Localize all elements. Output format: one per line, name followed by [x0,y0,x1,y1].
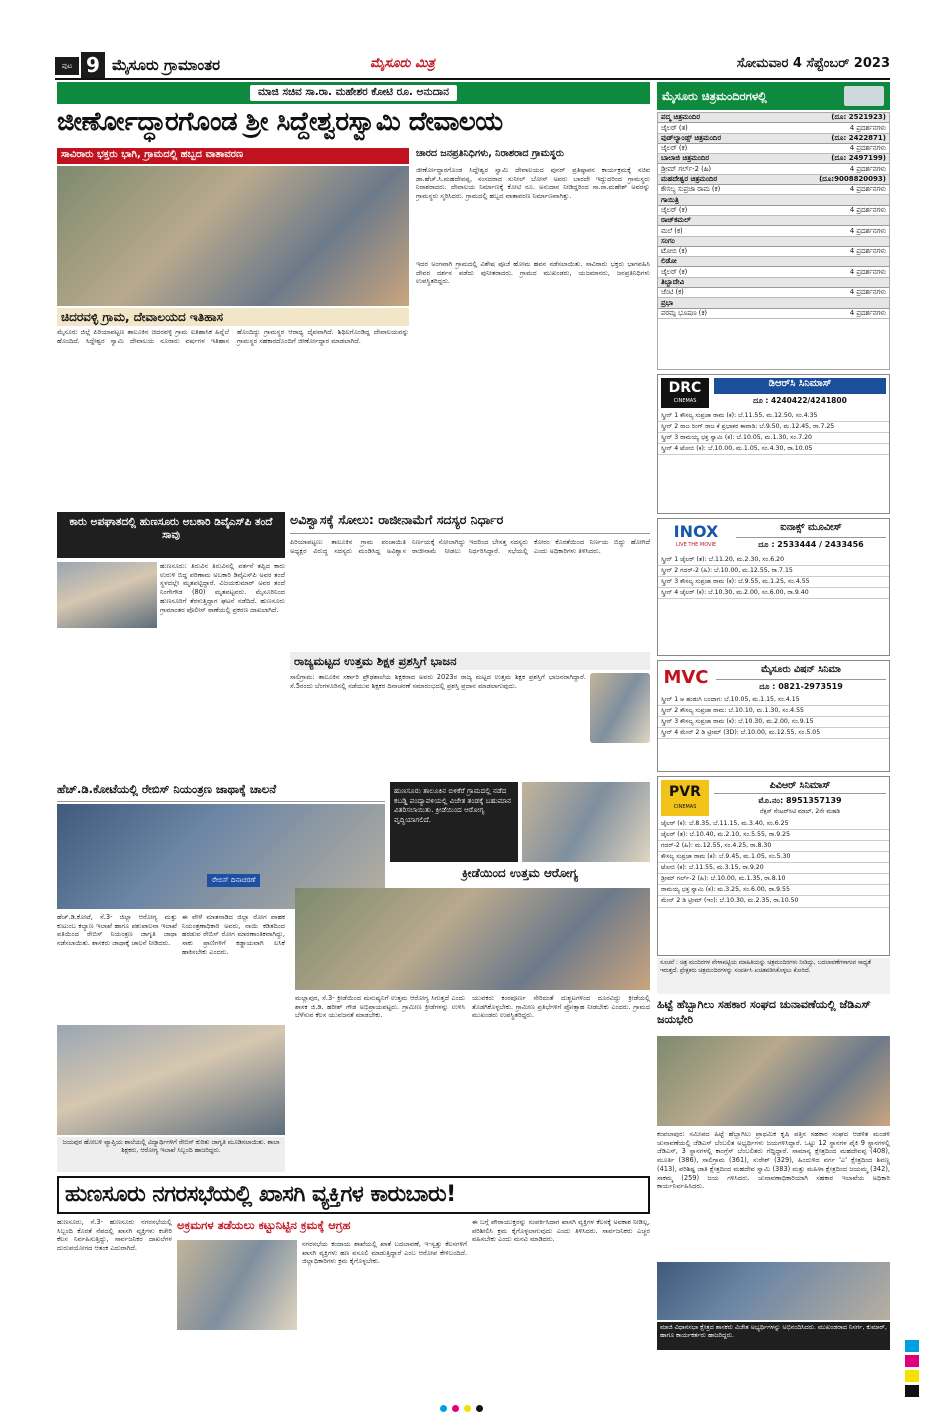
theatre-film-row [658,309,889,319]
theatre-film-row [658,288,889,298]
pvr-shows [658,819,889,908]
theatre-name-row [658,113,889,123]
theatre-name-row [658,216,889,226]
theatre-info: 4 ಪ್ರದರ್ಶನಗಳು [849,123,886,132]
showtime-row: ಸ್ಕ್ರೀನ್ 4 ಮೇನ್ 2 ಡಿ ಟ್ರೀಮ್ (3D): ಬೆ.10.00, ಮ.12.55, ಸಂ.5.05 [658,728,889,739]
page-label: ಪುಟ [55,57,79,75]
main-subhead-2: ಚಾರದ ಜನಪ್ರತಿನಿಧಿಗಳು, ನಿರಾಶರಾದ ಗ್ರಾಮಸ್ಥರು [416,148,564,159]
showtime-row: ಸ್ಕ್ರೀನ್ 1 ಜೈಲರ್ (ತ): ಬೆ.11.20, ಮ.2.30, ಸಂ.6.20 [658,555,889,566]
theatre-film-row [658,226,889,236]
showtime-row: ಸ್ಕ್ರೀನ್ 3 ಕೌಸಲ್ಯ ಸುಪ್ರಜಾ ರಾಮ (ಕ): ಬೆ.9.55, ಮ.1.25, ಸಂ.4.55 [658,577,889,588]
kabaddi-body-2: ಯುವಕರು ಕಂಠಪೂರ್ಣ ಸೇರಿದಂತೆ ದುಶ್ಚಟಗಳಿಂದ ದೂರವಿದ್ದು ಕ್ರೀಡೆಯಲ್ಲಿ ತೊಡಗಿಕೊಳ್ಳಬೇಕು. ಗ್ರಾಮೀಣ ಪ್ರತಿಭೆಗಳಿಗೆ ಪ್ರೋತ್ಸಾಹ ನೀಡಬೇಕು ಎಂದರು. ಗ್ರಾಮದ ಮುಖಂಡರು ಉಪಸ್ಥಿತರಿದ್ದರು. [472,994,650,1020]
theatre-label: ಮಲೆ (ಕ) [661,226,683,235]
mvc-shows [658,695,889,739]
municipal-body-2: ನಗರಸಭೆಯ ಕಂದಾಯ ಶಾಖೆಯಲ್ಲಿ ಖಾತೆ ಬದಲಾವಣೆ, ಇ-ಸ್ವತ್ತು ಕೆಲಸಗಳಿಗೆ ಖಾಸಗಿ ವ್ಯಕ್ತಿಗಳು ಹಣ ವಸೂಲಿ ಮಾಡುತ್ತಿದ್ದಾರೆ ಎಂಬ ಆರೋಪ ಕೇಳಿಬಂದಿದೆ. ಜಿಲ್ಲಾಧಿಕಾರಿಗಳು ಕ್ರಮ ಕೈಗೊಳ್ಳಬೇಕು. [302,1240,467,1266]
inox-title: ಐನಾಕ್ಸ್ ಮೂವೀಸ್ [736,522,886,538]
accident-body: ಹುಣಸೂರು: ತಿರುವಿನ ತಿರುವಿನಲ್ಲಿ ವರ್ತನೆ ತಪ್ಪಿದ ಕಾರು ಉರುಳಿ ಬಿದ್ದ ಪರಿಣಾಮ ಅಬಕಾರಿ ಡಿವೈಎಸ್‌ಪಿ ಅವರ ತಂದೆ ಸ್ಥಳದಲ್ಲೇ ಮೃತಪಟ್ಟಿದ್ದಾರೆ. ವಿಜಯಕುಮಾರ್ ಅವರ ತಂದೆ ನಿಂಗೇಗೌಡ (80) ಮೃತಪಟ್ಟವರು. ಮೈಸೂರಿನಿಂದ ಹುಣಸೂರಿಗೆ ತೆರಳುತ್ತಿದ್ದಾಗ ಘಟನೆ ನಡೆದಿದೆ. ಹುಣಸೂರು ಗ್ರಾಮಾಂತರ ಪೊಲೀಸ್ ಠಾಣೆಯಲ್ಲಿ ಪ್ರಕರಣ ದಾಖಲಾಗಿದೆ. [160,562,285,614]
inox-block [657,518,890,656]
rabies-banner: ರೇಬಿಸ್ ದಿನಾಚರಣೆ [207,874,260,887]
teacher-body: ಸಾಲಿಗ್ರಾಮ: ತಾಲೂಕಿನ ಸರ್ಕಾರಿ ಪ್ರೌಢಶಾಲೆಯ ಶಿಕ್ಷಕರಾದ ಅವರು 2023ರ ರಾಜ್ಯ ಮಟ್ಟದ ಉತ್ತಮ ಶಿಕ್ಷಕ ಪ್ರಶಸ್ತಿಗೆ ಭಾಜನರಾಗಿದ್ದಾರೆ. ಸೆ.5ರಂದು ಬೆಂಗಳೂರಿನಲ್ಲಿ ನಡೆಯುವ ಶಿಕ್ಷಕರ ದಿನಾಚರಣೆ ಸಮಾರಂಭದಲ್ಲಿ ಪ್ರಶಸ್ತಿ ಪ್ರದಾನ ಮಾಡಲಾಗುವುದು. [290,673,586,690]
coop-photo-2 [657,1262,890,1320]
pvr-block [657,776,890,956]
theatre-info: 4 ಪ್ರದರ್ಶನಗಳು [849,164,886,173]
theatre-info: (ದೂ:9008820093) [819,175,886,184]
showtime-row: ಗದರ್-2 (ಹಿ): ಮ.12.55, ಸಂ.4.25, ರಾ.8.30 [658,841,889,852]
theatre-label: ಬಾಲಾಜಿ ಚಿತ್ರಮಂದಿರ [661,154,710,163]
inox-logo: INOX LIVE THE MOVIE [673,522,719,548]
school-photo [57,1025,285,1135]
showtime-row: ಟೋಬಿ (ಕ): ಬೆ.11.55, ಮ.3.15, ರಾ.9.20 [658,863,889,874]
pvr-address: ನೆಕ್ಸಸ್ ಸೆಂಟರ್‌ಸಿಟಿ ಮಾಲ್, 2ನೇ ಮಹಡಿ [759,808,841,815]
teacher-headline: ರಾಜ್ಯಮಟ್ಟದ ಉತ್ತಮ ಶಿಕ್ಷಕ ಪ್ರಶಸ್ತಿಗೆ ಭಾಜನ [290,652,650,670]
theatre-film-row [658,185,889,195]
theatre-label: ಮಹದೇಶ್ವರ ಚಿತ್ರಮಂದಿರ [661,175,718,184]
showtime-row: ಸ್ಕ್ರೀನ್ 2 ಕೌಸಲ್ಯ ಸುಪ್ರಜಾ ರಾಮ: ಬೆ.10.10, ಮ.1.30, ಸಂ.4.55 [658,706,889,717]
main-story-body-2: ಇದರ ಅಂಗವಾಗಿ ಗ್ರಾಮದಲ್ಲಿ ವಿಶೇಷ ಪೂಜೆ ಹೋಮ ಹವನ ನಡೆಸಲಾಯಿತು. ಸಾವಿರಾರು ಭಕ್ತರು ಭಾಗವಹಿಸಿ ದೇವರ ದರ್ಶನ ಪಡೆದು ಪುನೀತರಾದರು. ಗ್ರಾಮದ ಮುಖಂಡರು, ಯಜಮಾನರು, ಜನಪ್ರತಿನಿಧಿಗಳು ಉಪಸ್ಥಿತರಿದ್ದರು. [416,260,650,286]
main-subhead: ಸಾವಿರಾರು ಭಕ್ತರು ಭಾಗಿ, ಗ್ರಾಮದಲ್ಲಿ ಹಬ್ಬದ ವಾತಾವರಣ [57,148,409,164]
showtime-row: ಸ್ಕ್ರೀನ್ 4 ಜೈಲರ್ (ಕ): ಬೆ.10.30, ಮ.2.00, ಸಂ.6.00, ರಾ.9.40 [658,588,889,599]
coop-caption: ಮಾಜಿ ವಿಧಾನಸಭಾ ಕ್ಷೇತ್ರದ ಶಾಸಕರು ವಿಜೇತ ಅಭ್ಯರ್ಥಿಗಳನ್ನು ಅಭಿನಂದಿಸಿದರು. ಮುಖಂಡರಾದ ನಿಸರ್ಗ, ಕುಮಾರ್, ಹಾಗೂ ಕಾರ್ಯಕರ್ತರು ಹಾಜರಿದ್ದರು. [657,1322,890,1350]
theatre-film-row [658,247,889,257]
showtime-row: ಸ್ಕ್ರೀನ್ 3 ಕೌಸಲ್ಯ ಸುಪ್ರಜಾ ರಾಮ (ಕ): ಬೆ.10.30, ಮ.2.00, ಸಂ.9.15 [658,717,889,728]
teacher-portrait [590,673,650,743]
kabaddi-team-photo [295,888,650,990]
theatre-label: ಡ್ರೀಮ್ ಗರ್ಲ್-2 (ಹಿ) [661,164,712,173]
brand-logo: ಮೈಸೂರು ಮಿತ್ರ [370,56,435,71]
theatre-info: 4 ಪ್ರದರ್ಶನಗಳು [849,247,886,256]
theatre-name-row [658,154,889,164]
theatre-label: ಸಂಗಂ [661,236,675,245]
theatre-label: ಜೈಲರ್ (ಕ) [661,267,688,276]
cinema-note: ಸೂಚನೆ : ಚಿತ್ರ ಮಂದಿರಗಳ ವೇಳಾಪಟ್ಟಿಯ ಮಾಹಿತಿಯನ್ನು ಚಿತ್ರಮಂದಿರಗಳು ನೀಡಿದ್ದು, ಬದಲಾವಣೆಗಳಾಗುವ ಸಾಧ್ಯತೆ ಇರುತ್ತದೆ. ಪ್ರೇಕ್ಷಕರು ಚಿತ್ರಮಂದಿರಗಳನ್ನು ಸಂಪರ್ಕಿಸಿ ಖಚಿತಪಡಿಸಿಕೊಳ್ಳಲು ಕೋರಿದೆ. [657,958,890,994]
inox-shows [658,555,889,599]
theatre-name-row [658,298,889,308]
showtime-row: ಸ್ಕ್ರೀನ್ 1 ಆ ಹುಡುಗಿ ಬಂದಾಗ: ಬೆ.10.05, ಮ.1.15, ಸಂ.4.15 [658,695,889,706]
pvr-logo: PVR CINEMAS [661,780,709,816]
theatre-name-row [658,257,889,267]
section-name: ಮೈಸೂರು ಗ್ರಾಮಾಂತರ [112,56,221,74]
mvc-title: ಮೈಸೂರು ವಿಷನ್ ಸಿನಿಮಾ [716,664,886,680]
showtime-row: ರಾಮಯ್ಯ ಭಕ್ತ ಸ್ವಾಮಿ (ಕ): ಮ.3.25, ಸಂ.6.00, ರಾ.9.55 [658,885,889,896]
theatre-name-row [658,237,889,247]
theatre-info: 4 ಪ್ರದರ್ಶನಗಳು [849,288,886,297]
pvr-title: ಪಿವಿಆರ್ ಸಿನಿಮಾಸ್ [714,780,886,794]
theatre-label: ಜೈಲರ್ (ತ) [661,123,688,132]
theatre-name-row [658,134,889,144]
theatre-info: 4 ಪ್ರದರ್ಶನಗಳು [849,226,886,235]
theatre-info: (ದೂ: 2521923) [831,113,886,122]
issue-date: ಸೋಮವಾರ 4 ಸೆಪ್ಟೆಂಬರ್ 2023 [736,56,890,71]
rabies-headline: ಹೆಚ್.ಡಿ.ಕೋಟೆಯಲ್ಲಿ ರೇಬಿಸ್ ನಿಯಂತ್ರಣ ಜಾಥಾಕ್ಕೆ ಚಾಲನೆ [57,782,385,802]
theatre-name-row [658,278,889,288]
kabaddi-headline: ಕ್ರೀಡೆಯಿಂದ ಉತ್ತಮ ಆರೋಗ್ಯ [462,866,578,880]
theatre-label: ತಿಬ್ಬಾದೇವಿ [661,278,685,287]
mvc-phone: ದೂ : 0821-2973519 [759,682,843,691]
temple-photo [57,166,409,306]
theatre-label: ಜೈಲರ್ (ಕ) [661,144,688,153]
drc-phone: ದೂ : 4240422/4241800 [753,396,847,405]
cinema-heading-text: ಮೈಸೂರು ಚಿತ್ರಮಂದಿರಗಳಲ್ಲಿ [662,88,767,103]
municipal-body-3: ಈ ಬಗ್ಗೆ ಪೌರಾಯುಕ್ತರನ್ನು ಸಂಪರ್ಕಿಸಿದಾಗ ಖಾಸಗಿ ವ್ಯಕ್ತಿಗಳ ಕೆಲಸಕ್ಕೆ ಅವಕಾಶ ನೀಡಿಲ್ಲ, ಪರಿಶೀಲಿಸಿ ಕ್ರಮ ಕೈಗೊಳ್ಳಲಾಗುವುದು ಎಂದು ತಿಳಿಸಿದರು. ಸಾರ್ವಜನಿಕರು ಎಚ್ಚರ ವಹಿಸಬೇಕು ಎಂದು ಮನವಿ ಮಾಡಿದರು. [472,1218,650,1244]
noconfidence-body: ಪಿರಿಯಾಪಟ್ಟಣ: ತಾಲೂಕಿನ ಗ್ರಾಮ ಪಂಚಾಯಿತಿ ಅಧ್ಯಕ್ಷರ ವಿರುದ್ಧ ಸದಸ್ಯರು ಮಂಡಿಸಿದ್ದ ಅವಿಶ್ವಾಸ ನಿರ್ಣಯಕ್ಕೆ ಸೋಲಾಗಿದ್ದು ಇದರಿಂದ ಬೇಸತ್ತ ಸದಸ್ಯರು ರಾಜೀನಾಮೆ ನೀಡಲು ನಿರ್ಧರಿಸಿದ್ದಾರೆ. ಸಭೆಯಲ್ಲಿ ಕೋರಂ ಕೊರತೆಯಿಂದ ನಿರ್ಣಯ ಬಿದ್ದು ಹೋಗಿದೆ ಎಂದು ಅಧಿಕಾರಿಗಳು ತಿಳಿಸಿದರು. [290,538,650,555]
accident-photo [57,562,157,628]
pvr-phone: ಮೊ.ನಂ: 8951357139 [758,796,842,805]
accident-headline: ಕಾರು ಅಪಘಾತದಲ್ಲಿ ಹುಣಸೂರು ಅಬಕಾರಿ ಡಿವೈಎಸ್‌ಪಿ ತಂದೆ ಸಾವು [57,512,285,558]
header-strip [57,82,650,104]
showtime-row: ಜೈಲರ್ (ತ): ಬೆ.10.40, ಮ.2.10, ಸಂ.5.55, ರಾ.9.25 [658,830,889,841]
bottom-banner: ಹುಣಸೂರು ನಗರಸಭೆಯಲ್ಲಿ ಖಾಸಗಿ ವ್ಯಕ್ತಿಗಳ ಕಾರುಬಾರು! [57,1176,650,1214]
theatre-label: ಗಾಯಿತ್ರಿ [661,195,679,204]
theatre-info: 4 ಪ್ರದರ್ಶನಗಳು [849,309,886,318]
showtime-row: ಜೈಲರ್ (ಕ): ಬೆ.8.35, ಬೆ.11.15, ಮ.3.40, ಸಂ.6.25 [658,819,889,830]
coop-body: ಕಂಪಲಾಪುರ: ಸಮೀಪದ ಹಿಟ್ಟೆ ಹೆಬ್ಬಾಗಿಲು ಪ್ರಾಥಮಿಕ ಕೃಷಿ ಪತ್ತಿನ ಸಹಕಾರ ಸಂಘದ ಆಡಳಿತ ಮಂಡಳಿ ಚುನಾವಣೆಯಲ್ಲಿ ಜೆಡಿಎಸ್ ಬೆಂಬಲಿತ ಅಭ್ಯರ್ಥಿಗಳು ಜಯಗಳಿಸಿದ್ದಾರೆ. ಒಟ್ಟು 12 ಸ್ಥಾನಗಳ ಪೈಕಿ 9 ಸ್ಥಾನಗಳಲ್ಲಿ ಜೆಡಿಎಸ್, 3 ಸ್ಥಾನಗಳಲ್ಲಿ ಕಾಂಗ್ರೆಸ್ ಬೆಂಬಲಿತರು ಗೆದ್ದಿದ್ದಾರೆ. ಸಾಮಾನ್ಯ ಕ್ಷೇತ್ರದಿಂದ ಮಹದೇವಪ್ಪ (408), ಮೂರ್ತಿ (386), ಸಾಲಿಗ್ರಾಮ (361), ಸುರೇಶ್ (329), ಹಿಂದುಳಿದ ವರ್ಗ 'ಎ' ಕ್ಷೇತ್ರದಿಂದ ಶಿವಣ್ಣ (413), ಪರಿಶಿಷ್ಟ ಜಾತಿ ಕ್ಷೇತ್ರದಿಂದ ಮಹದೇವ ಸ್ವಾಮಿ (383) ಮತ್ತು ಮಹಿಳಾ ಕ್ಷೇತ್ರದಿಂದ ಜಯಮ್ಮ (342), ಸಾಕಮ್ಮ (259) ಜಯ ಗಳಿಸಿದರು. ಚುನಾವಣಾಧಿಕಾರಿಯಾಗಿ ಸಹಕಾರ ಇಲಾಖೆಯ ಅಧಿಕಾರಿ ಕಾರ್ಯನಿರ್ವಹಿಸಿದರು. [657,1130,890,1191]
theatre-label: ಜೆಂಟಿ (ಕ) [661,288,684,297]
theatre-label: ಪ್ರಭಾ [661,298,674,307]
main-story-body-1: ಜೀರ್ಣೋದ್ಧಾರಗೊಂಡ ಸಿದ್ದೇಶ್ವರ ಸ್ವಾಮಿ ದೇವಾಲಯದ ಪುನರ್ ಪ್ರತಿಷ್ಠಾಪನ ಕಾರ್ಯಕ್ರಮಕ್ಕೆ ಸಚಿವ ಡಾ.ಹೆಚ್.ಸಿ.ಮಹದೇವಪ್ಪ, ಸಂಸದರಾದ ಸುನೀಲ್ ಬೋಸ್ ಅವರು ಬಾರದೇ ಇದ್ದುದರಿಂದ ಗ್ರಾಮಸ್ಥರು ನಿರಾಶರಾದರು. ದೇವಾಲಯ ನಿರ್ಮಾಣಕ್ಕೆ ಕೋಟಿ ರೂ. ಅನುದಾನ ನೀಡಿದ್ದರಿಂದ ಸಾ.ರಾ.ಮಹೇಶ್ ಅವರನ್ನು ಗ್ರಾಮಸ್ಥರು ಸ್ಮರಿಸಿದರು. ಗ್ರಾಮದಲ್ಲಿ ಹಬ್ಬದ ವಾತಾವರಣ ನಿರ್ಮಾಣವಾಗಿತ್ತು. [416,166,650,201]
theatre-label: ವುಡ್‌ಲ್ಯಾಂಡ್ಸ್ ಚಿತ್ರಮಂದಿರ [661,133,722,142]
theatre-label: ಜೈಲರ್ (ಕ) [661,206,688,215]
school-caption: ಜಯಪುರ ಹೋಬಳಿ ವ್ಯಾಪ್ತಿಯ ಶಾಲೆಯಲ್ಲಿ ವಿದ್ಯಾರ್ಥಿಗಳಿಗೆ ರೇಬಿಸ್ ಕುರಿತು ಜಾಗೃತಿ ಮೂಡಿಸಲಾಯಿತು. ಶಾಲಾ ಶಿಕ್ಷಕರು, ಆರೋಗ್ಯ ಇಲಾಖೆ ಸಿಬ್ಬಂದಿ ಹಾಜರಿದ್ದರು. [57,1137,285,1172]
theatre-label: ಲಿಡೋ [661,257,677,266]
theatre-film-row [658,164,889,174]
page-number: 9 [81,52,105,78]
noconfidence-headline: ಅವಿಶ್ವಾಸಕ್ಕೆ ಸೋಲು: ರಾಜೀನಾಮೆಗೆ ಸದಸ್ಯರ ನಿರ್ಧಾರ [290,512,650,534]
theatre-info: (ದೂ: 2422871) [831,133,886,142]
theatre-info: 4 ಪ್ರದರ್ಶನಗಳು [849,206,886,215]
theatre-label: ಪದ್ಮ ಚಿತ್ರಮಂದಿರ [661,113,701,122]
theatre-film-row [658,267,889,277]
drc-title: ಡಿಆರ್‌ಸಿ ಸಿನಿಮಾಸ್ [714,378,886,394]
film-reel-icon [844,86,884,106]
municipal-body-1: ಹುಣಸೂರು, ಸೆ.3- ಹುಣಸೂರು ನಗರಸಭೆಯಲ್ಲಿ ಸಿಬ್ಬಂದಿ ಕೊರತೆ ನೆಪದಲ್ಲಿ ಖಾಸಗಿ ವ್ಯಕ್ತಿಗಳು ಕಚೇರಿ ಕೆಲಸ ನಿರ್ವಹಿಸುತ್ತಿದ್ದು, ಸಾರ್ವಜನಿಕರ ದಾಖಲೆಗಳ ದುರುಪಯೋಗದ ಆತಂಕ ಎದುರಾಗಿದೆ. [57,1218,172,1253]
showtime-row: ಕೌಸಲ್ಯ ಸುಪ್ರಜಾ ರಾಮ (ಕ): ಬೆ.9.45, ಮ.1.05, ಸಂ.5.30 [658,852,889,863]
kabaddi-caption: ಹುಣಸೂರು ತಾಲೂಕಿನ ಬಿಳಿಕೆರೆ ಗ್ರಾಮದಲ್ಲಿ ನಡೆದ ಕಬಡ್ಡಿ ಪಂದ್ಯಾವಳಿಯಲ್ಲಿ ವಿಜೇತ ತಂಡಕ್ಕೆ ಬಹುಮಾನ ವಿತರಿಸಲಾಯಿತು. ಕ್ರೀಡೆಯಿಂದ ಆರೋಗ್ಯ ವೃದ್ಧಿಯಾಗಲಿದೆ. [390,782,518,862]
kabaddi-body-1: ಮಲ್ಲಾಪುರ, ಸೆ.3- ಕ್ರೀಡೆಯಿಂದ ಮನುಷ್ಯನಿಗೆ ಉತ್ತಮ ಆರೋಗ್ಯ ಸಿಗುತ್ತದೆ ಎಂದು ಶಾಸಕ ಜಿ.ಡಿ. ಹರೀಶ್ ಗೌಡ ಅಭಿಪ್ರಾಯಪಟ್ಟರು. ಗ್ರಾಮೀಣ ಕ್ರೀಡೆಗಳನ್ನು ಉಳಿಸಿ ಬೆಳೆಸುವ ಕೆಲಸ ಯುವಜನತೆ ಮಾಡಬೇಕು. [295,994,465,1020]
rabies-body-1: ಹೆಚ್.ಡಿ.ಕೋಟೆ, ಸೆ.3- ಜಿಲ್ಲಾ ಆರೋಗ್ಯ ಮತ್ತು ಕುಟುಂಬ ಕಲ್ಯಾಣ ಇಲಾಖೆ ಹಾಗೂ ಪಶುಪಾಲನಾ ಇಲಾಖೆ ವತಿಯಿಂದ ರೇಬಿಸ್ ನಿಯಂತ್ರಣ ಜಾಗೃತಿ ಜಾಥಾ ನಡೆಸಲಾಯಿತು. ಶಾಸಕರು ಜಾಥಾಕ್ಕೆ ಚಾಲನೆ ನೀಡಿದರು. [57,913,177,948]
showtime-row: ಸ್ಕ್ರೀನ್ 1 ಕೌಸಲ್ಯ ಸುಪ್ರಜಾ ರಾಮ (ಕ): ಬೆ.11.55, ಮ.12.50, ಸಂ.4.35 [658,411,889,422]
registration-marks [440,1405,510,1413]
coop-headline: ಹಿಟ್ಟೆ ಹೆಬ್ಬಾಗಿಲು ಸಹಕಾರ ಸಂಘದ ಚುನಾವಣೆಯಲ್ಲಿ ಜೆಡಿಎಸ್ ಜಯಭೇರಿ [657,998,871,1026]
theatre-label: ರಾಜ್‌ಕಮಲ್ [661,216,691,225]
showtime-row: ಸ್ಕ್ರೀನ್ 4 ಟೋಬಿ (ಕ): ಬೆ.10.00, ಮ.1.05, ಸಂ.4.30, ರಾ.10.05 [658,444,889,455]
strip-text: ಮಾಜಿ ಸಚಿವ ಸಾ.ರಾ. ಮಹೇಶರ ಕೋಟಿ ರೂ. ಅನುದಾನ [250,85,457,100]
cinema-heading [657,82,890,110]
drc-block [657,374,890,514]
mvc-block [657,660,890,772]
theatre-label: ಪರಮ್ಪ ಭೂಷಣ (ಕ) [661,309,708,318]
showtime-row: ಸ್ಕ್ರೀನ್ 2 ರಾಜ ರಿಂಗ್ ರಾಜ ಕೆ ಪ್ರಭಾಕರ ಕಾವಾಡಿ: ಬೆ.9.50, ಮ.12.45, ರಾ.7.25 [658,422,889,433]
theatre-name-row [658,175,889,185]
main-headline: ಜೀರ್ಣೋದ್ಧಾರಗೊಂಡ ಶ್ರೀ ಸಿದ್ದೇಶ್ವರಸ್ವಾಮಿ ದೇವಾಲಯ [57,107,503,137]
drc-logo: DRC CINEMAS [661,378,709,408]
coop-photo [657,1036,890,1126]
theatre-info: 4 ಪ್ರದರ್ಶನಗಳು [849,185,886,194]
history-headline: ಚಿದರವಳ್ಳಿ ಗ್ರಾಮ, ದೇವಾಲಯದ ಇತಿಹಾಸ [57,308,409,326]
inox-phone: ದೂ : 2533444 / 2433456 [758,540,864,549]
theatre-label: ಕೌಸಲ್ಯ ಸುಪ್ರಜಾ ರಾಮ (ಕ) [661,185,721,194]
theatre-name-row [658,195,889,205]
showtime-row: ಡ್ರೀಮ್ ಗರ್ಲ್-2 (ಹಿ): ಬೆ.10.00, ಮ.1.35, ರಾ.8.10 [658,874,889,885]
theatre-film-row [658,123,889,133]
theatre-film-row [658,206,889,216]
showtime-row: ಮೇನ್ 2 ಡಿ ಟ್ರೀಮ್ (ಇಂ): ಬೆ.10.30, ಮ.2.35, ರಾ.10.50 [658,896,889,907]
cinema-list [657,112,890,370]
theatre-info: (ದೂ: 2497199) [831,154,886,163]
rabies-body-2: ಈ ವೇಳೆ ಮಾತನಾಡಿದ ಜಿಲ್ಲಾ ರೋಗ ವಾಹಕ ನಿಯಂತ್ರಣಾಧಿಕಾರಿ ಅವರು, ನಾಯಿ ಕಡಿತದಿಂದ ಹರಡುವ ರೇಬಿಸ್ ರೋಗ ಮಾರಣಾಂತಿಕವಾಗಿದ್ದು, ಸಾಕು ಪ್ರಾಣಿಗಳಿಗೆ ಕಡ್ಡಾಯವಾಗಿ ಲಸಿಕೆ ಹಾಕಿಸಬೇಕು ಎಂದರು. [182,913,285,956]
theatre-info: 4 ಪ್ರದರ್ಶನಗಳು [849,267,886,276]
theatre-info: 4 ಪ್ರದರ್ಶನಗಳು [849,144,886,153]
municipal-subhead: ಅಕ್ರಮಗಳ ತಡೆಯಲು ಕಟ್ಟುನಿಟ್ಟಿನ ಕ್ರಮಕ್ಕೆ ಆಗ್ರಹ [177,1218,351,1232]
color-bar [905,1340,919,1400]
showtime-row: ಸ್ಕ್ರೀನ್ 3 ರಾಮಯ್ಯ ಭಕ್ತ ಸ್ವಾಮಿ (ಕ): ಬೆ.10.05, ಮ.1.30, ಸಂ.7.20 [658,433,889,444]
theatre-film-row [658,144,889,154]
mvc-logo: MVC [663,667,709,688]
history-body: ಮೈಸೂರು ಜಿಲ್ಲೆ ಪಿರಿಯಾಪಟ್ಟಣ ತಾಲೂಕಿನ ಚಿದರವಳ್ಳಿ ಗ್ರಾಮ ಐತಿಹಾಸಿಕ ಹಿನ್ನೆಲೆ ಹೊಂದಿದೆ. ಸಿದ್ದೇಶ್ವರ ಸ್ವಾಮಿ ದೇವಾಲಯ ನೂರಾರು ವರ್ಷಗಳ ಇತಿಹಾಸ ಹೊಂದಿದ್ದು ಗ್ರಾಮಸ್ಥರ ಆರಾಧ್ಯ ದೈವವಾಗಿದೆ. ಶಿಥಿಲಗೊಂಡಿದ್ದ ದೇವಾಲಯವನ್ನು ಗ್ರಾಮಸ್ಥರ ಸಹಕಾರದೊಂದಿಗೆ ಜೀರ್ಣೋದ್ಧಾರ ಮಾಡಲಾಗಿದೆ. [57,328,409,345]
municipal-photo [177,1240,297,1330]
showtime-row: ಸ್ಕ್ರೀನ್ 2 ಗದರ್-2 (ಹಿ): ಬೆ.10.00, ಮ.12.55, ರಾ.7.15 [658,566,889,577]
theatre-label: ಟೋಬಿ (ಕ) [661,247,688,256]
kabaddi-player-photo [522,782,650,862]
page-header [55,50,890,80]
drc-shows [658,411,889,455]
